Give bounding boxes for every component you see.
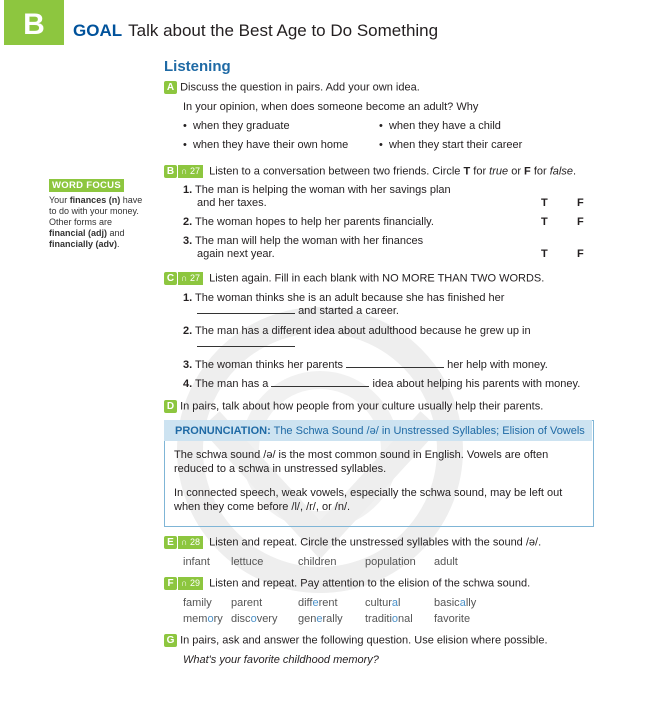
pronunciation-text: when they come before /l/, /r/, or /n/.	[174, 501, 351, 513]
bullet-item: • when they start their career	[379, 139, 523, 151]
activity-e-instruction: E ∩ 28 Listen and repeat. Circle the unstressed syllables with the sound /ə/.	[164, 536, 541, 549]
word-focus-title: WORD FOCUS	[49, 179, 124, 192]
word-item: traditional	[365, 613, 413, 625]
fill-item: 4. The man has a idea about helping his parents with money.	[183, 378, 581, 390]
word-item: parent	[231, 597, 263, 609]
activity-letter-badge: B	[164, 165, 177, 178]
word-item[interactable]: population	[365, 556, 416, 568]
audio-track-icon[interactable]: ∩ 29	[178, 577, 203, 590]
activity-b-instruction: B ∩ 27 Listen to a conversation between two friends. Circle T for true or F for false.	[164, 165, 576, 178]
fill-item-cont	[197, 338, 295, 351]
word-item: family	[183, 597, 212, 609]
bullet-item: • when they have a child	[379, 120, 501, 132]
activity-c-instruction: C ∩ 27 Listen again. Fill in each blank with NO MORE THAN TWO WORDS.	[164, 272, 544, 285]
audio-track-icon[interactable]: ∩ 28	[178, 536, 203, 549]
tf-item: 1. The man is helping the woman with her savings plan	[183, 184, 451, 196]
word-item: memory	[183, 613, 223, 625]
word-item[interactable]: children	[298, 556, 337, 568]
activity-letter-badge: C	[164, 272, 177, 285]
fill-item: 3. The woman thinks her parents her help with money.	[183, 359, 548, 371]
audio-track-icon[interactable]: ∩ 27	[178, 165, 203, 178]
goal-text: Talk about the Best Age to Do Something	[128, 21, 439, 40]
word-item: generally	[298, 613, 343, 625]
audio-track-icon[interactable]: ∩ 27	[178, 272, 203, 285]
activity-g-question: What's your favorite childhood memory?	[183, 654, 379, 666]
activity-letter-badge: A	[164, 81, 177, 94]
tf-item-cont: again next year.	[197, 248, 275, 260]
lesson-letter-badge: B	[4, 0, 64, 45]
word-item: cultural	[365, 597, 401, 609]
activity-f-instruction: F ∩ 29 Listen and repeat. Pay attention to the elision of the schwa sound.	[164, 577, 530, 590]
pronunciation-title: PRONUNCIATION: The Schwa Sound /ə/ in Unstressed Syllables; Elision of Vowels	[175, 425, 585, 437]
activity-letter-badge: F	[164, 577, 177, 590]
word-item: discovery	[231, 613, 278, 625]
word-focus-body: Your finances (n) have to do with your money. Other forms are financial (adj) and financially (adv).	[49, 195, 143, 249]
false-option[interactable]: F	[577, 248, 584, 260]
goal-heading	[73, 21, 438, 41]
true-option[interactable]: T	[541, 197, 548, 209]
activity-letter-badge: E	[164, 536, 177, 549]
pronunciation-text: In connected speech, weak vowels, especially the schwa sound, may be left out	[174, 487, 563, 499]
word-item[interactable]: infant	[183, 556, 210, 568]
blank-field[interactable]	[346, 367, 444, 368]
fill-item: 2. The man has a different idea about adulthood because he grew up in	[183, 325, 531, 337]
activity-letter-badge: G	[164, 634, 177, 647]
blank-field[interactable]	[197, 346, 295, 347]
blank-field[interactable]	[197, 313, 295, 314]
fill-item: 1. The woman thinks she is an adult because she has finished her	[183, 292, 505, 304]
bullet-item: • when they have their own home	[183, 139, 349, 151]
word-item[interactable]: lettuce	[231, 556, 264, 568]
blank-field[interactable]	[271, 386, 369, 387]
word-item[interactable]: adult	[434, 556, 458, 568]
goal-label: GOAL	[73, 21, 123, 40]
activity-letter-badge: D	[164, 400, 177, 413]
tf-item-cont: and her taxes.	[197, 197, 267, 209]
word-item: favorite	[434, 613, 471, 625]
word-item: basically	[434, 597, 477, 609]
activity-a-instruction: A Discuss the question in pairs. Add your own idea.	[164, 81, 420, 94]
true-option[interactable]: T	[541, 216, 548, 228]
section-title: Listening	[164, 58, 231, 75]
bullet-item: • when they graduate	[183, 120, 290, 132]
false-option[interactable]: F	[577, 197, 584, 209]
word-item: different	[298, 597, 338, 609]
pronunciation-text: The schwa sound /ə/ is the most common sound in English. Vowels are often	[174, 449, 549, 461]
activity-d-instruction: D In pairs, talk about how people from your culture usually help their parents.	[164, 400, 543, 413]
pronunciation-text: reduced to a schwa in unstressed syllables.	[174, 463, 387, 475]
false-option[interactable]: F	[577, 216, 584, 228]
activity-g-instruction: G In pairs, ask and answer the following question. Use elision where possible.	[164, 634, 548, 647]
tf-item: 2. The woman hopes to help her parents financially.	[183, 216, 434, 228]
tf-item: 3. The man will help the woman with her finances	[183, 235, 424, 247]
fill-item-cont: and started a career.	[197, 305, 399, 318]
true-option[interactable]: T	[541, 248, 548, 260]
activity-a-question: In your opinion, when does someone become an adult? Why	[183, 101, 479, 113]
